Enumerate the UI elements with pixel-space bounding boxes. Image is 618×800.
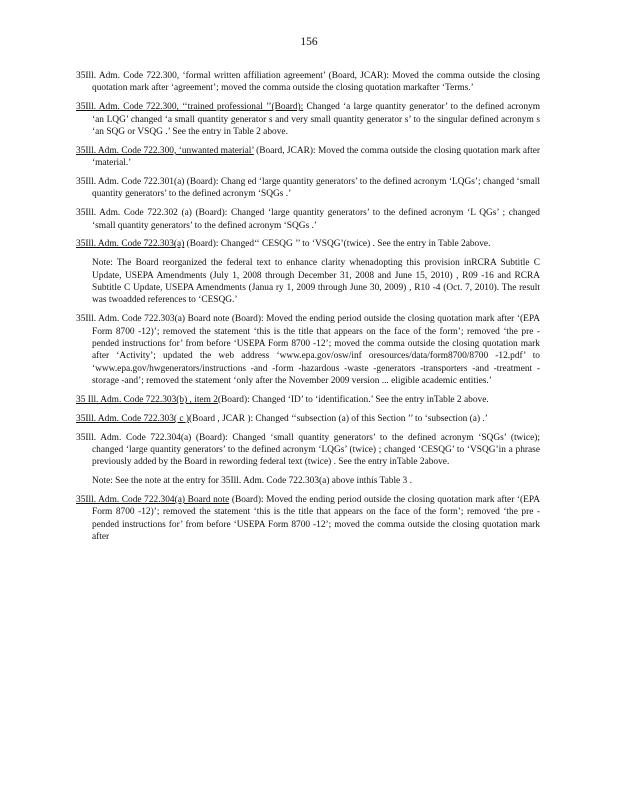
entry-722-303c — [76, 413, 540, 425]
entry-text: (Board): Moved the ending period outside the closing quotation mark after ‘(EPA Form 8700 -12)’; removed the statement ‘this is the title that appears on the face of the form’; removed ‘the pre -pended instructions for’ from before ‘USEPA Form 8700 -12’; moved the comma outside the closing quotation mark after — [92, 495, 541, 543]
entry-722-304a-board-note — [76, 494, 540, 544]
entry-text: Moved the comma outside the closing quotation mark after ‘agreement’; moved the comma outside the closing quotation markafter ‘Terms.’ — [92, 71, 540, 94]
entry-text: Changed ‘small quantity generators’ to the defined acronym ‘SQGs’ (twice); changed ‘large quantity generators’ to the defined acronym ‘LQGs’ (twice) ; changed ‘CESQG’ to ‘VSQG’in a phrase previously added by the Board in rewording federal text (twice) . See the entry inTable 2above. — [92, 432, 540, 468]
entry-reference: 35Ill. Adm. Code 722.303(a) Board note (Board): — [76, 314, 264, 325]
entry-text: (Board , JCAR ): Changed ‘‘subsection (a) of this Section ’’ to ‘subsection (a) .’ — [189, 413, 488, 424]
entry-reference: 35Ill. Adm. Code 722.304(a) (Board): — [76, 432, 228, 443]
entry-reference: 35Ill. Adm. Code 722.304(a) Board note — [76, 495, 230, 506]
entry-reference: 35Ill. Adm. Code 722.303(a) — [76, 239, 185, 250]
entry-722-303b-item2 — [76, 394, 540, 406]
entry-722-301a — [76, 176, 540, 201]
entry-722-303a — [76, 238, 540, 250]
entry-722-302a — [76, 207, 540, 232]
note-text: Note: See the note at the entry for 35Ill. Adm. Code 722.303(a) above inthis Table 3 . — [92, 476, 412, 487]
table-entries — [76, 70, 540, 550]
note-text: Note: The Board reorganized the federal text to enhance clarity whenadopting this provision inRCRA Subtitle C Update, USEPA Amendments (July 1, 2008 through December 31, 2008 and June 15, 2010) , R09 -16 and RCRA Subtitle C Update, USEPA Amendments (Janua ry 1, 2009 through June 30, 2009) , R10 -4 (Oct. 7, 2010). The result was twoadded references to ‘CESQG.’ — [92, 258, 540, 306]
entry-text: (Board, JCAR): Moved the comma outside the closing quotation mark after ‘material.’ — [92, 145, 540, 169]
entry-text: (Board): Changed‘‘ CESQG ’’ to ‘VSQG’(twice) . See the entry in Table 2above. — [184, 239, 491, 250]
entry-722-303a-board-note — [76, 313, 540, 387]
entry-722-300-trained-professional — [76, 101, 540, 138]
entry-note-reorganized — [76, 257, 540, 307]
entry-reference: 35Ill. Adm. Code 722.302 (a) (Board): — [76, 208, 228, 219]
entry-text: Chang ed ‘large quantity generators’ to the defined acronym ‘LQGs’; changed ‘small quantity generators’ to the defined acronym ‘SQGs .’ — [92, 177, 540, 200]
entry-reference: 35Ill. Adm. Code 722.300, ‘‘trained professional ’’(Board): — [76, 102, 304, 113]
entry-text: Changed ‘large quantity generators’ to the defined acronym ‘L QGs’ ; changed ‘small quantity generators’ to the defined acronym ‘SQGs .’ — [92, 208, 540, 231]
entry-722-304a — [76, 432, 540, 469]
entry-note-see-722-303a — [76, 475, 540, 487]
entry-reference: 35 Ill. Adm. Code 722.303(b) , item 2 — [76, 395, 218, 406]
entry-text: (Board): Changed ‘ID’ to ‘identification.’ See the entry inTable 2 above. — [217, 395, 489, 406]
entry-reference: 35Ill. Adm. Code 722.300, ‘formal written affiliation agreement’ (Board, JCAR): — [76, 71, 389, 81]
entry-text: Changed ‘a large quantity generator’ to the defined acronym ‘an LQG’ changed ‘a small quantity generator s and very small quantity generator s’ to the singular defined acronym s ‘an SQG or VSQG .’ See the entry in Table 2 above. — [92, 102, 540, 138]
entry-reference: 35Ill. Adm. Code 722.301(a) (Board): — [76, 177, 219, 188]
entry-reference: 35Ill. Adm. Code 722.300, ‘unwanted material’ — [76, 145, 254, 156]
page-number: 156 — [300, 36, 318, 48]
entry-722-300-unwanted-material — [76, 145, 540, 170]
entry-722-300-affiliation — [76, 70, 540, 95]
entry-reference: 35Ill. Adm. Code 722.303( c ) — [76, 413, 190, 424]
entry-text: Moved the ending period outside the closing quotation mark after ‘(EPA Form 8700 -12)’; removed the statement ‘this is the title that appears on the face of the form’; removed ‘the pre -pended instructions for’ from before ‘USEPA Form 8700 -12’; moved the comma outside the closing quotation mark after ‘Activity’; updated the web address ‘www.epa.gov/osw/inf oresources/data/form8700/8700 -12.pdf’ to ‘www.epa.gov/hwgenerators/instructions -and -form -hazardous -waste -generators -transporters -and -treatment -storage -and’; removed the statement ‘only after the November 2009 version ... eligible academic entities.’ — [92, 314, 540, 387]
